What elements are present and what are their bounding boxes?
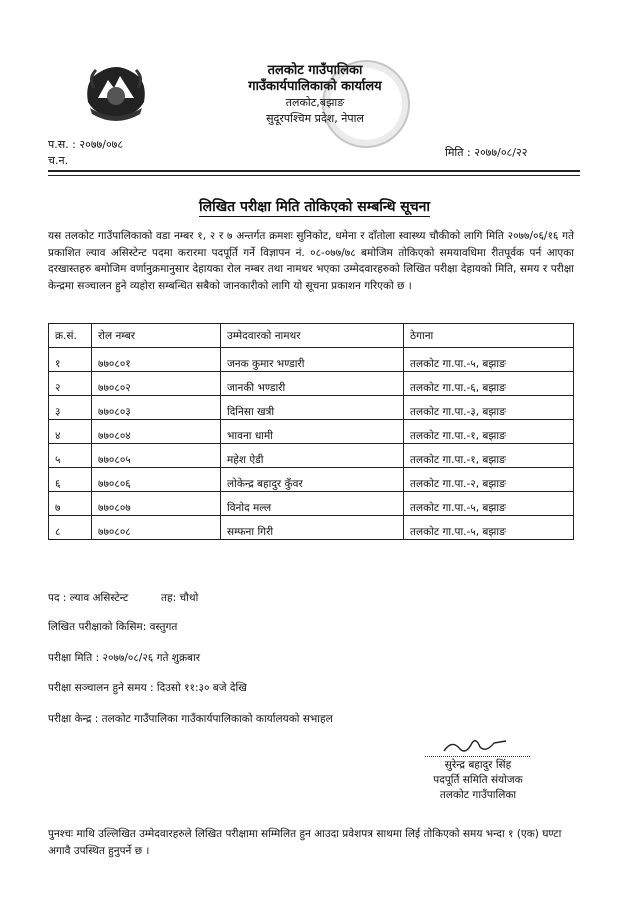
province-line: सुदूरपश्चिम प्रदेश, नेपाल [266, 112, 364, 125]
post-label: पद : ल्याव असिस्टेन्ट [48, 592, 129, 604]
table-row [49, 492, 574, 516]
cell-address: तलकोट गा.पा.-३, बझाङ [404, 396, 574, 420]
notice-body: यस तलकोट गाउँपालिकाको वडा नम्बर १, २ र ७ अन्तर्गत क्रमशः सुनिकोट, धमेना र दाँतोला स्वास्थ्य चौकीको लागि मिति २०७७/०६/१६ गते प्रकाशित ल्याव असिस्टेन्ट पदमा करारमा पदपूर्ति गर्ने विज्ञापन नं. ०८-०७७/७८ बमोजिम तोकिएको समयावधिमा रीतपूर्वक पर्न आएका दरखास्तहरु बमोजिम वर्णानुक्रमानुसार देहायका रोल नम्बर तथा नामथर भएका उम्मेदवारहरुको लिखित परीक्षा देहायको मिति, समय र परीक्षा केन्द्रमा सञ्चालन हुने व्यहोरा सम्बन्धित सबैको जानकारीको लागि यो सूचना प्रकाशन गरिएको छ । [48, 230, 574, 292]
cell-serial: ६ [49, 468, 92, 492]
cell-serial: १ [49, 348, 92, 372]
cell-address: तलकोट गा.पा.-५, बझाङ [404, 348, 574, 372]
table-row [49, 348, 574, 372]
col-roll: रोल नम्बर [92, 324, 221, 348]
postscript-note: पुनश्चः माथि उल्लिखित उम्मेदवारहरुले लिखित परीक्षामा सम्मिलित हुन आउदा प्रवेशपत्र साथमा लिई तोकिएको समय भन्दा १ (एक) घण्टा अगावै उपस्थित हुनुपर्ने छ । [48, 828, 562, 857]
exam-time: परीक्षा सञ्चालन हुने समय : दिउसो ११:३० बजे देखि [48, 682, 247, 694]
nepal-emblem-icon [80, 58, 152, 124]
cell-serial: ५ [49, 444, 92, 468]
signature-line [425, 756, 530, 757]
cell-name: दिनिसा खत्री [221, 396, 404, 420]
cell-name: महेश ऐडी [221, 444, 404, 468]
cell-name: लोकेन्द्र बहादुर कुँवर [221, 468, 404, 492]
office-stamp-icon [322, 60, 410, 148]
cell-roll: ७७०८०६ [92, 468, 221, 492]
cell-name: भावना धामी [221, 420, 404, 444]
table-row [49, 444, 574, 468]
header-divider-thin [48, 175, 580, 176]
cell-roll: ७७०८०५ [92, 444, 221, 468]
cell-serial: ८ [49, 516, 92, 540]
exam-center: परीक्षा केन्द्र : तलकोट गाउँपालिका गाउँकार्यपालिकाको कार्यालयको सभाहल [48, 713, 333, 725]
exam-date: परीक्षा मिति : २०७७/०८/२६ गते शुक्रबार [48, 652, 201, 664]
signatory-designation: पदपूर्ति समिति संयोजक [433, 774, 523, 786]
cell-address: तलकोट गा.पा.-१, बझाङ [404, 420, 574, 444]
signatory-name: सुरेन्द्र बहादुर सिंह [444, 759, 512, 771]
exam-type: लिखित परीक्षाको किसिम: वस्तुगत [48, 621, 178, 633]
signature-mark-icon [440, 737, 510, 755]
cell-name: विनोद मल्ल [221, 492, 404, 516]
letter-date: मिति : २०७७/०८/२२ [445, 146, 528, 159]
signatory-office: तलकोट गाउँपालिका [439, 789, 517, 801]
cell-serial: ४ [49, 420, 92, 444]
candidate-table [48, 323, 574, 540]
cell-roll: ७७०८०७ [92, 492, 221, 516]
col-serial: क्र.सं. [49, 324, 92, 348]
table-row [49, 396, 574, 420]
cell-name: जनक कुमार भण्डारी [221, 348, 404, 372]
table-row [49, 372, 574, 396]
office-name: गाउँकार्यपालिकाको कार्यालय [248, 79, 382, 94]
cell-roll: ७७०८०४ [92, 420, 221, 444]
header-divider [48, 170, 580, 172]
post-info [48, 591, 198, 605]
letter-number: प.स. : २०७७/०७८ [48, 138, 124, 151]
notice-title: लिखित परीक्षा मिति तोकिएको सम्बन्धि सूचना [198, 199, 431, 215]
cell-serial: ७ [49, 492, 92, 516]
org-name: तलकोट गाउँपालिका [267, 63, 363, 78]
col-name: उम्मेदवारको नामथर [221, 324, 404, 348]
cell-serial: २ [49, 372, 92, 396]
cell-name: जानकी भण्डारी [221, 372, 404, 396]
table-row [49, 516, 574, 540]
dispatch-number: च.न. [48, 154, 69, 167]
cell-roll: ७७०८०८ [92, 516, 221, 540]
table-header-row [49, 324, 574, 348]
col-address: ठेगाना [404, 324, 574, 348]
cell-address: तलकोट गा.पा.-२, बझाङ [404, 468, 574, 492]
table-row [49, 468, 574, 492]
cell-address: तलकोट गा.पा.-५, बझाङ [404, 516, 574, 540]
cell-roll: ७७०८०३ [92, 396, 221, 420]
address-line: तलकोट,बझाङ [285, 96, 345, 109]
cell-name: सम्फना गिरी [221, 516, 404, 540]
cell-roll: ७७०८०१ [92, 348, 221, 372]
table-row [49, 420, 574, 444]
level-label: तह: चौथो [161, 592, 199, 604]
cell-roll: ७७०८०२ [92, 372, 221, 396]
cell-address: तलकोट गा.पा.-६, बझाङ [404, 372, 574, 396]
cell-address: तलकोट गा.पा.-५, बझाङ [404, 492, 574, 516]
cell-serial: ३ [49, 396, 92, 420]
cell-address: तलकोट गा.पा.-१, बझाङ [404, 444, 574, 468]
